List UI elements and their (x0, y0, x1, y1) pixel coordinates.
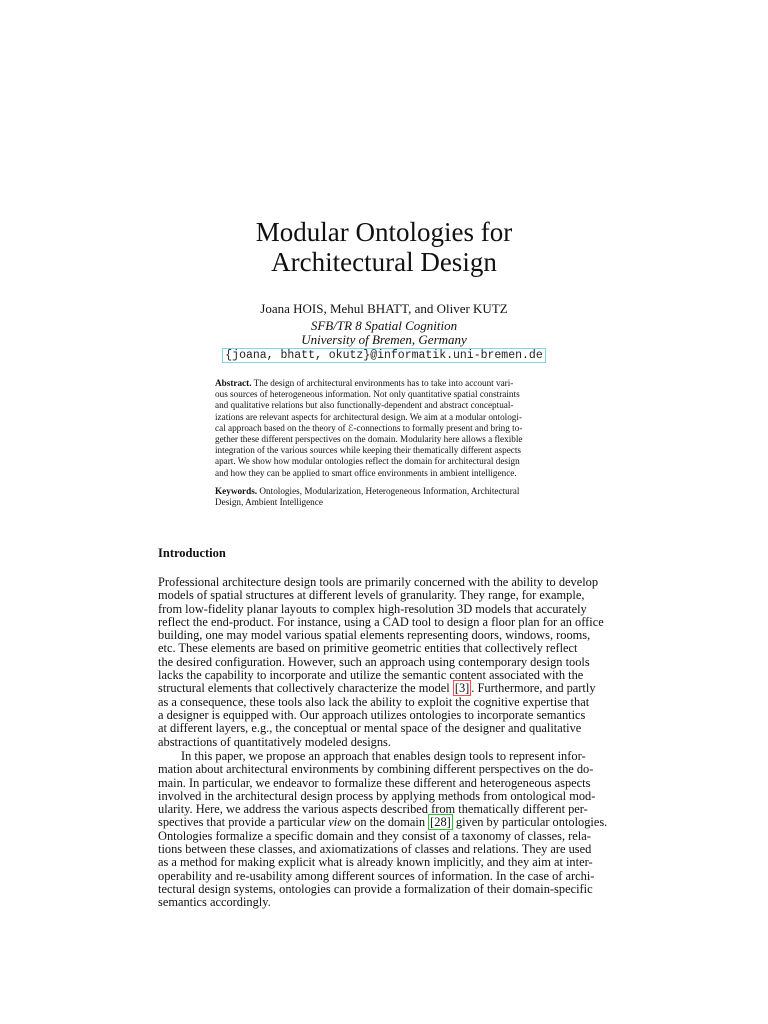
paragraph-line: structural elements that collectively characterize the model [3] . Furthermore, and partly (158, 681, 596, 696)
abstract (215, 378, 554, 479)
paragraph-line: lacks the capability to incorporate and utilize the semantic content associated with the (158, 668, 584, 683)
paragraph-line: tectural design systems, ontologies can provide a formalization of their domain-specific (158, 881, 593, 896)
paragraph-line: semantics accordingly. (158, 895, 271, 910)
abstract-label: Abstract. (215, 378, 252, 388)
paragraph-line: reflect the end-product. For instance, using a CAD tool to design a floor plan for an office (158, 614, 604, 629)
author-list: Joana HOIS, Mehul BHATT, and Oliver KUTZ (260, 301, 508, 316)
paragraph-line: as a method for making explicit what is already known implicitly, and they aim at inter- (158, 855, 593, 870)
affiliation-group: SFB/TR 8 Spatial Cognition (310, 318, 458, 333)
keywords-label: Keywords. (215, 486, 258, 496)
citation-link[interactable]: [28] (430, 815, 451, 830)
paragraph-line: the desired configuration. However, such an approach using contemporary design tools (158, 654, 590, 669)
paragraph-line: from low-fidelity planar layouts to complex high-resolution 3D models that accurately (158, 601, 587, 616)
title-line-2: Architectural Design (271, 247, 497, 277)
abstract-line: integration of the various sources while keeping their thematically different aspects (215, 445, 521, 456)
paragraph-line: Professional architecture design tools are primarily concerned with the ability to develop (158, 575, 599, 589)
paragraph-1 (158, 576, 610, 749)
paragraph-line: abstractions of quantitatively modeled designs. (158, 734, 391, 749)
paragraph-line: models of spatial structures at different levels of granularity. They range, for example, (158, 588, 585, 603)
paragraph-line: etc. These elements are based on primitive geometric entities that collectively reflect (158, 641, 578, 656)
abstract-line: izations are relevant aspects for architectural design. We aim at a modular ontologi- (215, 411, 523, 422)
abstract-line: and how they can be applied to smart office environments in ambient intelligence. (215, 467, 517, 478)
paragraph-line: as a consequence, these tools also lack the ability to exploit the cognitive expertise that (158, 694, 590, 709)
paper-title (0, 217, 768, 277)
paragraph-line: building, one may model various spatial elements representing doors, windows, rooms, (158, 628, 591, 643)
title-line-1: Modular Ontologies for (255, 217, 513, 247)
email-link[interactable]: {joana, bhatt, okutz}@informatik.uni-bremen.de (222, 348, 545, 363)
paragraph-line: Ontologies formalize a specific domain and they consist of a taxonomy of classes, rela- (158, 828, 591, 843)
keywords-line: Ontologies, Modularization, Heterogeneous Information, Architectural (259, 486, 520, 496)
paragraph-2 (158, 750, 610, 910)
paragraph-line: In this paper, we propose an approach that enables design tools to represent infor- (181, 749, 586, 763)
abstract-line: gether these different perspectives on the domain. Modularity here allows a flexible (215, 434, 523, 445)
paragraph-line: ularity. Here, we address the various aspects described from thematically different per- (158, 802, 588, 817)
paragraph-line: mation about architectural environments by combining different perspectives on the do- (158, 762, 594, 777)
citation-link[interactable]: [3] (454, 681, 470, 696)
abstract-line: cal approach based on the theory of ℰ-connections to formally present and bring to- (215, 422, 523, 433)
abstract-line: The design of architectural environments has to take into account vari- (253, 378, 514, 388)
abstract-line: and qualitative relations but also functionally-dependent and abstract conceptual- (215, 400, 514, 411)
paragraph-line: a designer is equipped with. Our approach utilizes ontologies to incorporate semantics (158, 707, 586, 722)
paragraph-line: at different layers, e.g., the conceptual or mental space of the designer and qualitative (158, 721, 582, 736)
paragraph-line: operability and re-usability among different sources of information. In the case of archi- (158, 868, 595, 883)
section-heading: Introduction (158, 546, 226, 560)
paragraph-line: involved in the architectural design process by applying methods from ontological mod- (158, 788, 596, 803)
paragraph-line: main. In particular, we endeavor to formalize these different and heterogeneous aspects (158, 775, 591, 790)
emphasis: view (328, 815, 352, 830)
abstract-line: apart. We show how modular ontologies reflect the domain for architectural design (215, 456, 520, 467)
keywords (215, 486, 554, 508)
abstract-line: ous sources of heterogeneous information. Not only quantitative spatial constraints (215, 389, 520, 400)
paragraph-line: tions between these classes, and axiomatizations of classes and relations. They are used (158, 842, 592, 857)
paragraph-line: spectives that provide a particular view on the domain [28] given by particular ontologies. (158, 815, 608, 830)
keywords-line: Design, Ambient Intelligence (215, 497, 323, 508)
affiliation-university: University of Bremen, Germany (301, 332, 467, 347)
